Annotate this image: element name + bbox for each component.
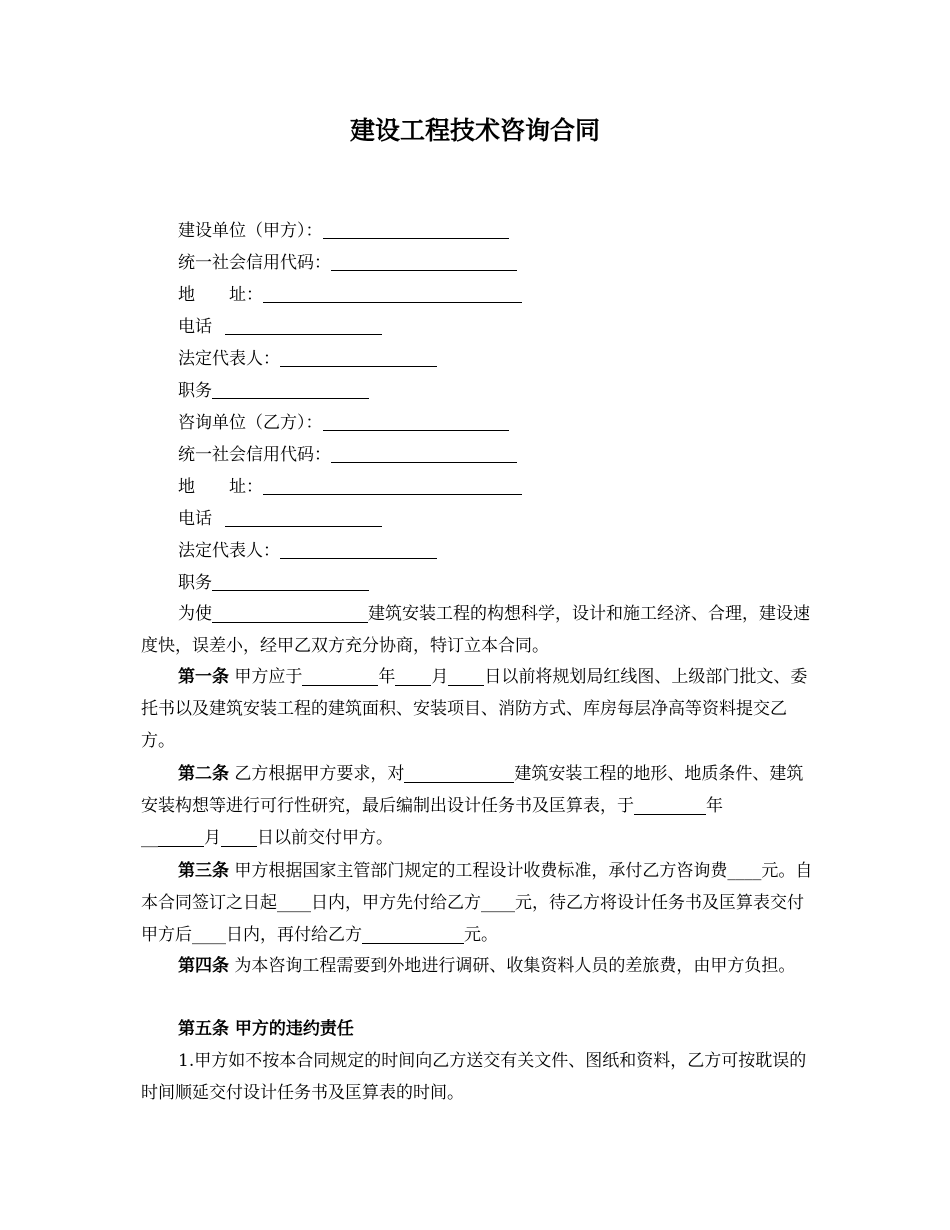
party-b-legal-rep-blank[interactable] [280, 540, 437, 559]
article-1-text-3: 月 [431, 667, 449, 687]
article-2-text-1: 乙方根据甲方要求，对 [229, 764, 405, 784]
article-2-day-blank[interactable] [221, 826, 257, 847]
article-3-text-2: 元。 [464, 925, 498, 945]
party-a-unit-field [178, 219, 509, 243]
party-b-address-label: 地 址： [178, 477, 263, 497]
party-b-phone-blank[interactable] [225, 508, 382, 527]
article-3-text-1: 甲方根据国家主管部门规定的工程设计收费标准，承付乙方咨询费____元。自本合同签订之日起____日内，甲方先付给乙方____元，待乙方将设计任务书及匡算表交付甲方后____日内，再付给乙方 [141, 861, 813, 945]
party-b-position-field [178, 571, 369, 595]
article-5-heading: 第五条 甲方的违约责任 [178, 1019, 354, 1039]
party-b-address-field [178, 475, 522, 499]
article-2-text-2: 建筑安装工程的地形、地质条件、建筑安装构想等进行可行性研究，最后编制出设计任务书及匡算表，于 [141, 764, 804, 816]
intro-project-blank[interactable] [212, 602, 368, 623]
party-a-phone-field [178, 315, 382, 339]
intro-paragraph [141, 598, 813, 662]
party-b-address-blank[interactable] [263, 476, 522, 495]
article-2-year-blank[interactable] [634, 794, 706, 815]
party-b-position-label: 职务 [178, 573, 212, 593]
party-b-legal-rep-field [178, 539, 437, 563]
party-a-address-blank[interactable] [263, 284, 522, 303]
party-b-credit-code-blank[interactable] [331, 444, 517, 463]
party-a-credit-code-field [178, 251, 517, 275]
article-1-year-blank[interactable] [302, 665, 378, 686]
party-a-legal-rep-blank[interactable] [280, 348, 437, 367]
article-1-month-blank[interactable] [395, 665, 431, 686]
party-a-legal-rep-label: 法定代表人： [178, 349, 280, 369]
intro-text-b: 建筑安装工程的构想科学，设计和施工经济、合理，建设速度快，误差小，经甲乙双方充分协商，特订立本合同。 [141, 604, 810, 656]
party-a-phone-blank[interactable] [225, 316, 382, 335]
intro-text-a: 为使 [178, 604, 212, 624]
party-b-legal-rep-label: 法定代表人： [178, 541, 280, 561]
article-1-heading: 第一条 [178, 667, 229, 687]
article-2-text-4: __ [141, 828, 158, 848]
article-2-paragraph [141, 758, 813, 854]
party-a-credit-code-label: 统一社会信用代码： [178, 253, 331, 273]
party-a-unit-blank[interactable] [323, 220, 509, 239]
article-3-heading: 第三条 [178, 861, 229, 881]
article-4-heading: 第四条 [178, 956, 229, 976]
party-b-position-blank[interactable] [212, 572, 369, 591]
party-a-address-label: 地 址： [178, 285, 263, 305]
party-b-phone-field [178, 507, 382, 531]
party-a-phone-label: 电话 [178, 317, 212, 337]
party-a-legal-rep-field [178, 347, 437, 371]
party-b-credit-code-label: 统一社会信用代码： [178, 445, 331, 465]
party-a-unit-label: 建设单位（甲方）： [178, 221, 323, 241]
party-a-position-field [178, 379, 369, 403]
party-b-unit-blank[interactable] [323, 412, 509, 431]
article-1-paragraph [141, 661, 813, 757]
party-b-unit-field [178, 411, 509, 435]
article-2-text-5: 月 [204, 828, 221, 848]
party-a-position-blank[interactable] [212, 380, 369, 399]
article-2-text-3: 年 [706, 796, 723, 816]
article-3-paragraph [141, 855, 813, 951]
article-2-project-blank[interactable] [404, 762, 514, 783]
article-1-text-2: 年 [378, 667, 396, 687]
party-b-credit-code-field [178, 443, 517, 467]
article-1-text-4: 日以前将规划局红线图、上级部门批文、委托书以及建筑安装工程的建筑面积、安装项目、消防方式、库房每层净高等资料提交乙方。 [141, 667, 808, 751]
article-1-text-1: 甲方应于 [229, 667, 303, 687]
party-b-phone-label: 电话 [178, 509, 212, 529]
article-2-heading: 第二条 [178, 764, 229, 784]
article-1-day-blank[interactable] [448, 665, 484, 686]
article-3-amount-blank[interactable] [362, 923, 464, 944]
document-title: 建设工程技术咨询合同 [349, 116, 600, 145]
party-a-credit-code-blank[interactable] [331, 252, 517, 271]
party-b-unit-label: 咨询单位（乙方）： [178, 413, 323, 433]
article-5-clause-1-text: 1.甲方如不按本合同规定的时间向乙方送交有关文件、图纸和资料，乙方可按耽误的时间顺延交付设计任务书及匡算表的时间。 [141, 1051, 807, 1103]
article-4-text-1: 为本咨询工程需要到外地进行调研、收集资料人员的差旅费，由甲方负担。 [229, 956, 796, 976]
article-4-paragraph [141, 950, 813, 982]
article-5-clause-1-paragraph [141, 1045, 813, 1109]
article-2-text-6: 日以前交付甲方。 [257, 828, 393, 848]
article-5-paragraph [141, 1013, 813, 1045]
party-a-position-label: 职务 [178, 381, 212, 401]
party-a-address-field [178, 283, 522, 307]
article-2-month-blank[interactable] [158, 826, 204, 847]
